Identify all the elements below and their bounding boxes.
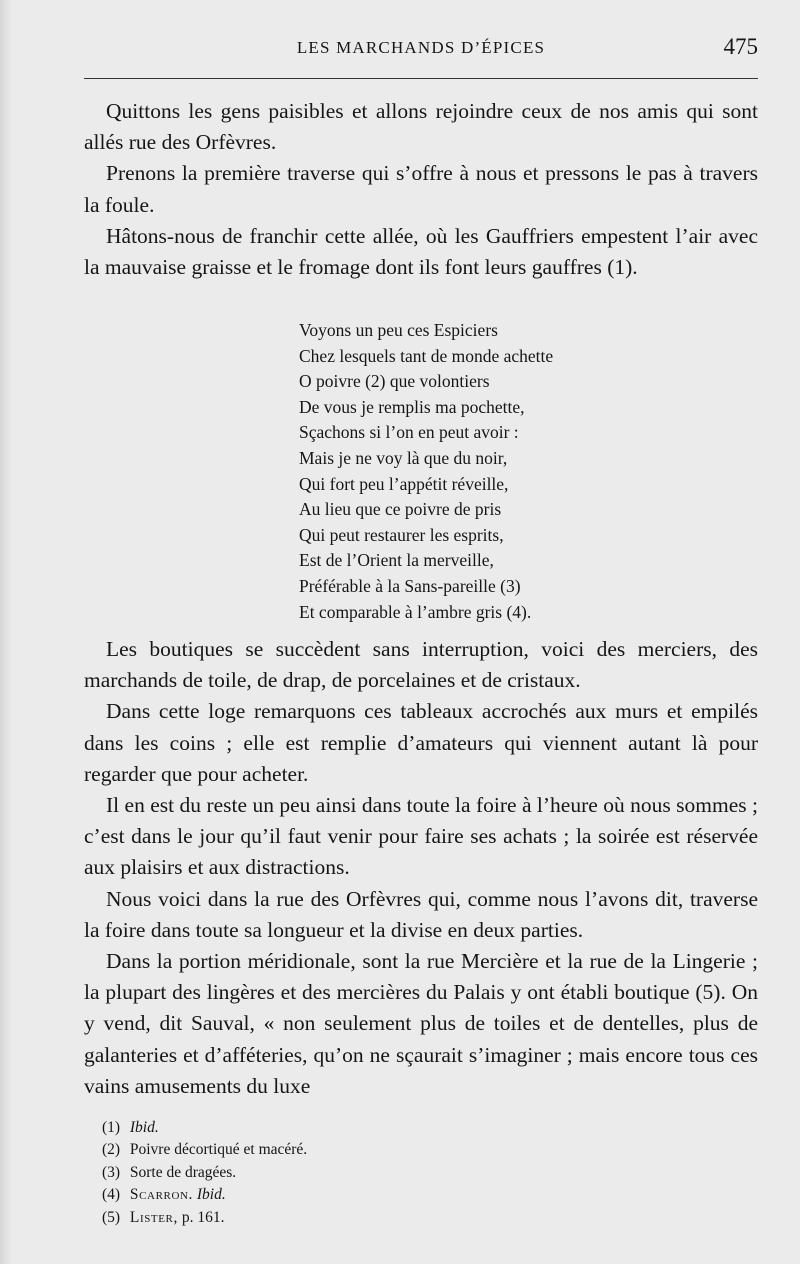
verse-line: Et comparable à l’ambre gris (4). (299, 601, 532, 622)
verse-quotation (299, 318, 719, 625)
footnote (102, 1184, 702, 1206)
body-text-bottom (84, 634, 758, 1102)
footnote-number: (2) (102, 1141, 121, 1159)
footnote (102, 1117, 702, 1139)
footnote-author: Lister, (129, 1208, 178, 1226)
paragraph: Il en est du reste un peu ainsi dans toute la foire à l’heure où nous sommes ; c’est dans le jour qu’il faut venir pour faire ses achats ; la soirée est réservée aux plaisirs et aux distractions. (84, 793, 758, 880)
footnote-text: p. 161. (181, 1208, 225, 1226)
footnote-number: (1) (102, 1119, 121, 1136)
footnote-text: Sorte de dragées. (129, 1163, 237, 1181)
verse-line: Préférable à la Sans-pareille (3) (299, 575, 521, 596)
footnote-number: (5) (102, 1208, 121, 1226)
verse-line: Chez lesquels tant de monde achette (299, 345, 554, 366)
paragraph: Prenons la première traverse qui s’offre à nous et pressons le pas à travers la foule. (84, 161, 758, 217)
paragraph: Dans cette loge remarquons ces tableaux accrochés aux murs et empilés dans les coins ; elle est remplie d’amateurs qui viennent autant là pour regarder que pour acheter. (84, 699, 758, 786)
footnote (102, 1207, 702, 1229)
footnote-ibid: Ibid. (196, 1186, 226, 1204)
verse-line: Qui peut restaurer les esprits, (299, 524, 504, 545)
footnote-text: Poivre décortiqué et macéré. (129, 1141, 308, 1159)
verse-line: Sçachons si l’on en peut avoir : (299, 422, 519, 443)
footnote-author: Scarron. (129, 1186, 194, 1204)
verse-line: Voyons un peu ces Espiciers (299, 320, 498, 340)
paragraph: Hâtons-nous de franchir cette allée, où les Gauffriers empestent l’air avec la mauvaise graisse et le fromage dont ils font leurs gauffres (1). (84, 223, 758, 280)
footnote (102, 1139, 702, 1161)
running-title: LES MARCHANDS D’ÉPICES (296, 38, 546, 57)
footnote (102, 1162, 702, 1184)
page-number: 475 (723, 34, 758, 59)
footnote-number: (3) (102, 1163, 121, 1181)
paragraph: Quittons les gens paisibles et allons rejoindre ceux de nos amis qui sont allés rue des Orfèvres. (84, 99, 758, 155)
page-header (84, 36, 758, 66)
verse-line: Mais je ne voy là que du noir, (299, 447, 508, 468)
verse-line: Au lieu que ce poivre de pris (299, 499, 502, 520)
paragraph: Les boutiques se succèdent sans interruption, voici des merciers, des marchands de toile, de drap, de porcelaines et de cristaux. (84, 637, 758, 693)
footnotes (102, 1117, 702, 1229)
paragraph: Dans la portion méridionale, sont la rue Mercière et la rue de la Lingerie ; la plupart des lingères et des mercières du Palais y ont établi boutique (5). On y vend, dit Sauval, « non seulement plus de toiles et de dentelles, plus de galanteries et d’afféteries, qu’on ne sçaurait s’imaginer ; mais encore tous ces vains amusements du luxe (84, 949, 758, 1098)
header-rule (84, 78, 758, 79)
footnote-number: (4) (102, 1186, 121, 1204)
verse-line: De vous je remplis ma pochette, (299, 396, 525, 417)
footnote-ibid: Ibid. (129, 1119, 159, 1136)
verse-line: Qui fort peu l’appétit réveille, (299, 473, 509, 494)
verse-line: O poivre (2) que volontiers (299, 371, 490, 392)
body-text-top (84, 96, 758, 283)
verse-line: Est de l’Orient la merveille, (299, 550, 494, 571)
paragraph: Nous voici dans la rue des Orfèvres qui, comme nous l’avons dit, traverse la foire dans toute sa longueur et la divise en deux parties. (84, 886, 758, 942)
